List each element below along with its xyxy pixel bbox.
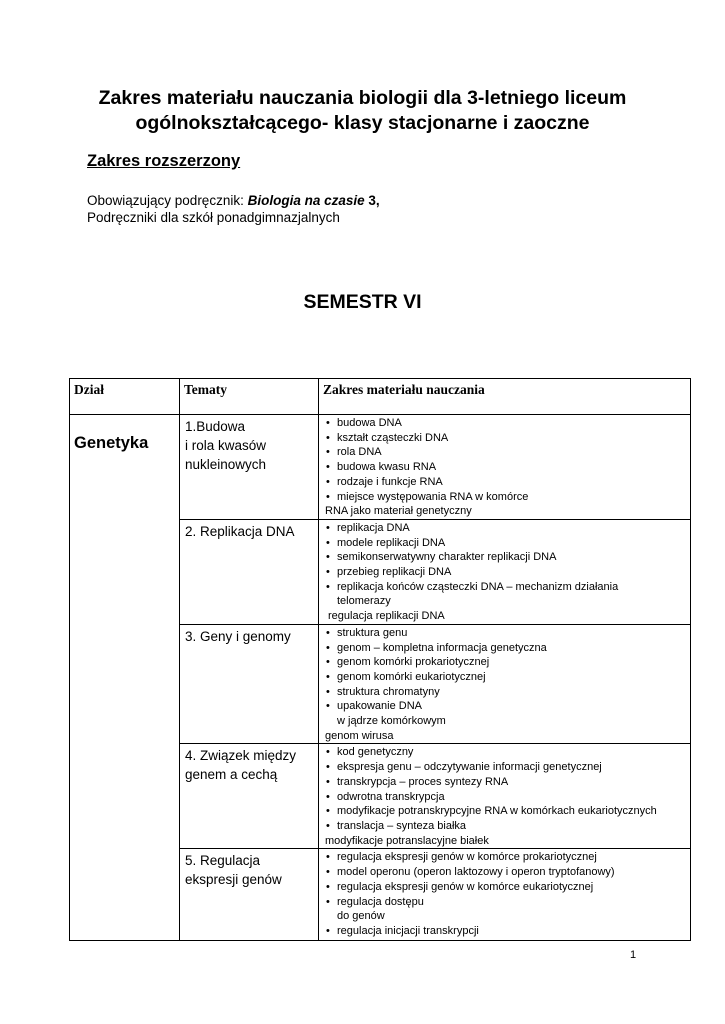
scope-item: • struktura chromatyny (321, 685, 688, 700)
scope-item: • odwrotna transkrypcja (321, 790, 688, 805)
scope-cell (319, 849, 691, 941)
scope-item: • semikonserwatywny charakter replikacji DNA (321, 550, 688, 565)
topic-cell (180, 624, 319, 744)
scope-item: • upakowanie DNA w jądrze komórkowym (321, 699, 688, 728)
topic-cell (180, 519, 319, 624)
scope-item: • budowa DNA (321, 416, 688, 431)
topic-title: 1.Budowa i rola kwasów nukleinowych (185, 419, 267, 472)
topic-cell (180, 415, 319, 520)
scope-item: • rodzaje i funkcje RNA (321, 475, 688, 490)
topic-title: 3. Geny i genomy (185, 628, 291, 644)
scope-summary: RNA jako materiał genetyczny (325, 505, 472, 518)
scope-item: • replikacja DNA (321, 521, 688, 536)
page-number: 1 (630, 949, 637, 961)
textbook-title: Biologia na czasie (247, 193, 365, 208)
textbook-label: Obowiązujący podręcznik: (87, 193, 248, 208)
scope-item: • budowa kwasu RNA (321, 460, 688, 475)
topic-title: 4. Związek między genem a cechą (185, 748, 297, 783)
scope-list (321, 416, 688, 504)
scope-item: • regulacja ekspresji genów w komórce eukariotycznej (321, 880, 688, 895)
scope-item: • przebieg replikacji DNA (321, 565, 688, 580)
scope-cell (319, 624, 691, 744)
title-line-2: ogólnokształcącego- klasy stacjonarne i zaoczne (135, 112, 590, 134)
scope-cell (319, 519, 691, 624)
textbook-line (87, 192, 380, 209)
column-header-topics: Tematy (180, 379, 319, 415)
column-header-scope: Zakres materiału nauczania (319, 379, 691, 415)
scope-item: • regulacja ekspresji genów w komórce prokariotycznej (321, 850, 688, 865)
scope-item: • regulacja inicjacji transkrypcji (321, 924, 688, 939)
scope-item: • transkrypcja – proces syntezy RNA (321, 775, 688, 790)
topic-title: 2. Replikacja DNA (185, 523, 295, 539)
textbook-subtitle: Podręczniki dla szkół ponadgimnazjalnych (87, 210, 340, 225)
table-header-row (70, 379, 691, 415)
topic-cell (180, 744, 319, 849)
textbook-info (87, 192, 380, 226)
scope-cell (319, 415, 691, 520)
scope-item: • translacja – synteza białka (321, 819, 688, 834)
scope-item: • kształt cząsteczki DNA (321, 431, 688, 446)
scope-heading: Zakres rozszerzony (87, 152, 241, 170)
scope-item: • miejsce występowania RNA w komórce (321, 490, 688, 505)
scope-list (321, 626, 688, 729)
topic-cell (180, 849, 319, 941)
scope-list (321, 521, 688, 609)
scope-item: • modele replikacji DNA (321, 536, 688, 551)
scope-item: • replikacja końców cząsteczki DNA – mechanizm działania telomerazy (321, 580, 688, 609)
scope-summary: genom wirusa (325, 729, 394, 742)
scope-cell (319, 744, 691, 849)
semester-heading: SEMESTR VI (303, 291, 422, 313)
scope-item: • genom komórki eukariotycznej (321, 670, 688, 685)
title-line-1: Zakres materiału nauczania biologii dla 3-letniego liceum (98, 87, 627, 109)
scope-list (321, 745, 688, 833)
table-body (70, 415, 691, 941)
scope-item: • genom – kompletna informacja genetyczna (321, 641, 688, 656)
scope-item: • rola DNA (321, 445, 688, 460)
scope-summary: regulacja replikacji DNA (328, 610, 445, 623)
document-title (60, 86, 665, 136)
scope-summary: modyfikacje potranslacyjne białek (325, 834, 489, 847)
scope-list (321, 850, 688, 938)
column-header-section: Dział (70, 379, 180, 415)
section-name: Genetyka (70, 415, 180, 941)
scope-item: • genom komórki prokariotycznej (321, 655, 688, 670)
scope-item: • modyfikacje potranskrypcyjne RNA w komórkach eukariotycznych (321, 804, 688, 819)
scope-item: • ekspresja genu – odczytywanie informacji genetycznej (321, 760, 688, 775)
scope-item: • kod genetyczny (321, 745, 688, 760)
scope-item: • regulacja dostępu do genów (321, 895, 688, 924)
scope-item: • model operonu (operon laktozowy i operon tryptofanowy) (321, 865, 688, 880)
scope-item: • struktura genu (321, 626, 688, 641)
table-row (70, 415, 691, 520)
topic-title: 5. Regulacja ekspresji genów (185, 853, 282, 888)
textbook-number: 3, (364, 193, 380, 208)
curriculum-table (69, 378, 691, 941)
